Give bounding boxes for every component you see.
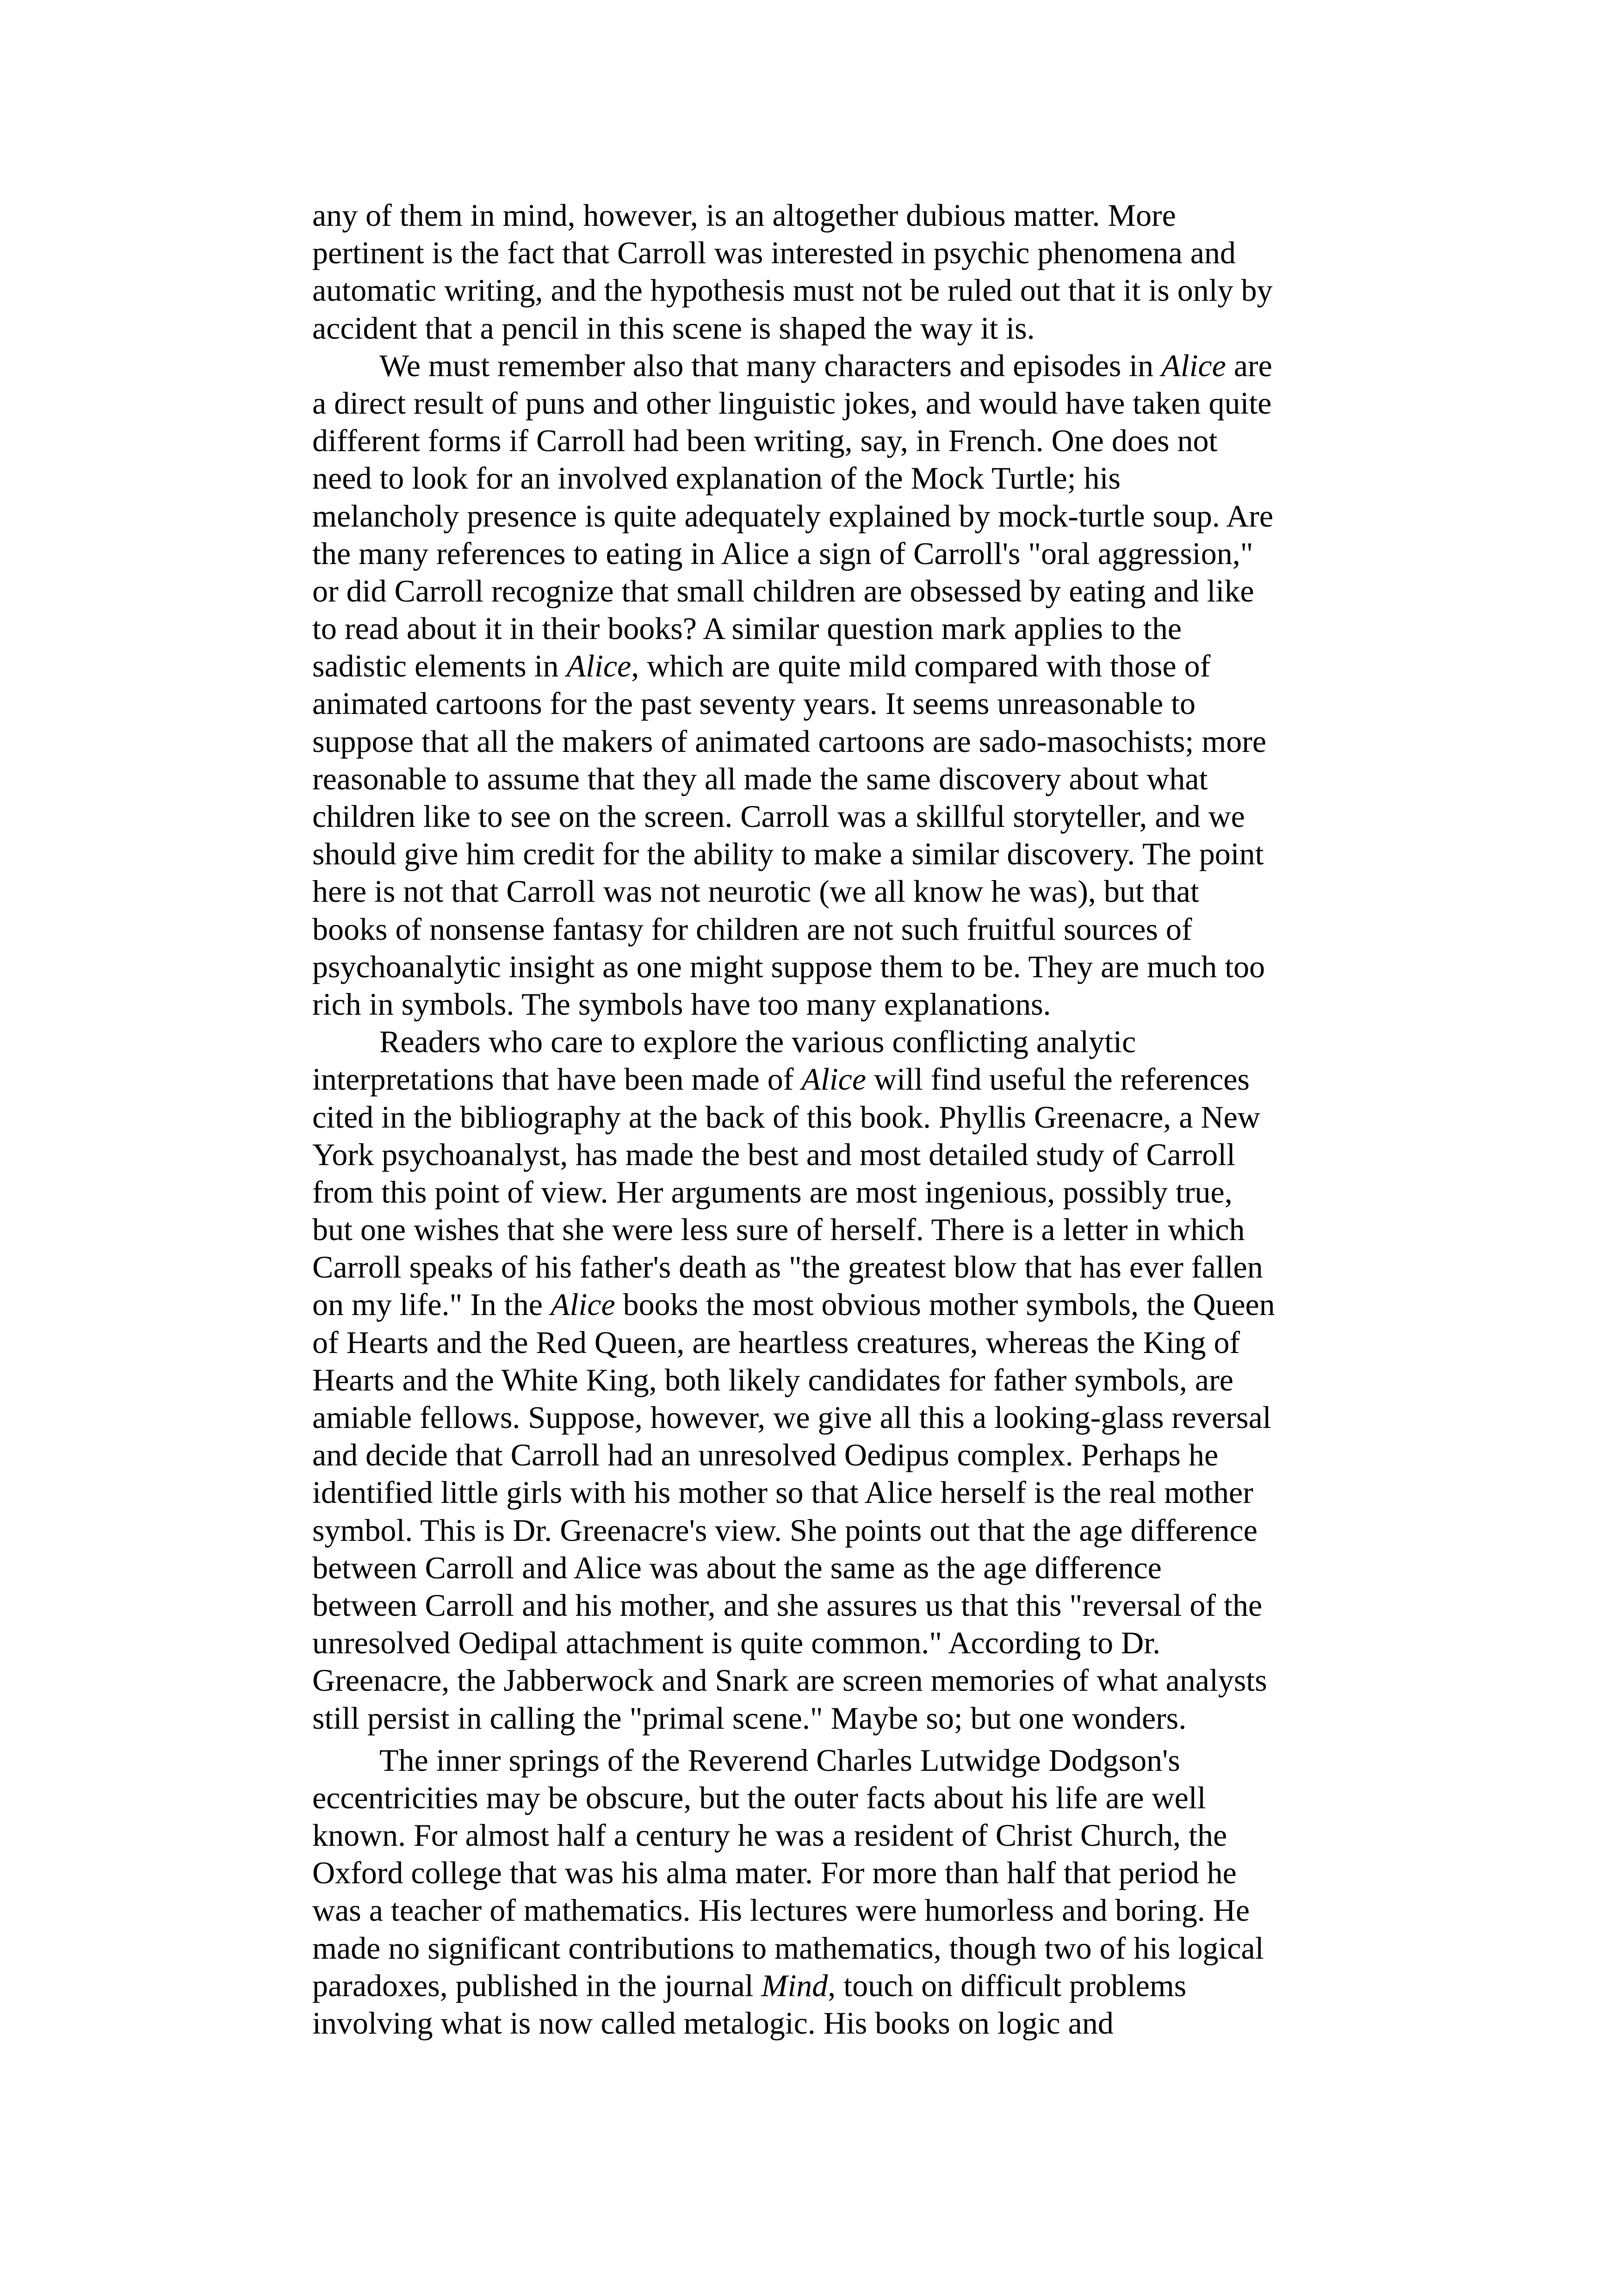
text-line bbox=[312, 1854, 1337, 1892]
text-run: any of them in mind, however, is an altogether dubious matter. More bbox=[312, 198, 1176, 233]
text-line bbox=[312, 1892, 1337, 1929]
text-run: York psychoanalyst, has made the best and most detailed study of Carroll bbox=[312, 1136, 1235, 1172]
text-line bbox=[312, 1061, 1337, 1098]
text-run: on my life." In the bbox=[312, 1287, 551, 1322]
text-run: made no significant contributions to mathematics, though two of his logical bbox=[312, 1930, 1264, 1966]
italic-title: Alice bbox=[566, 648, 632, 684]
text-line bbox=[312, 685, 1337, 722]
text-run: melancholy presence is quite adequately explained by mock-turtle soup. Are bbox=[312, 498, 1274, 534]
text-line bbox=[312, 459, 1337, 497]
text-line bbox=[312, 1662, 1337, 1699]
text-line bbox=[312, 1173, 1337, 1211]
text-run: was a teacher of mathematics. His lectures were humorless and boring. He bbox=[312, 1893, 1250, 1928]
text-line bbox=[312, 1136, 1337, 1173]
text-line bbox=[312, 422, 1337, 459]
body-text bbox=[312, 197, 1337, 2042]
text-run: animated cartoons for the past seventy years. It seems unreasonable to bbox=[312, 686, 1196, 721]
text-line bbox=[312, 873, 1337, 910]
text-line bbox=[312, 1512, 1337, 1549]
text-run: paradoxes, published in the journal bbox=[312, 1967, 762, 2003]
text-run: from this point of view. Her arguments are most ingenious, possibly true, bbox=[312, 1174, 1233, 1210]
text-run: automatic writing, and the hypothesis must not be ruled out that it is only by bbox=[312, 273, 1273, 308]
text-run: Carroll speaks of his father's death as "the greatest blow that has ever fallen bbox=[312, 1249, 1263, 1285]
text-line bbox=[312, 1587, 1337, 1624]
text-run: sadistic elements in bbox=[312, 648, 567, 684]
text-line bbox=[312, 1700, 1337, 1737]
text-line bbox=[312, 1248, 1337, 1286]
text-run: Oxford college that was his alma mater. For more than half that period he bbox=[312, 1855, 1237, 1891]
text-run: different forms if Carroll had been writing, say, in French. One does not bbox=[312, 423, 1218, 459]
italic-title: Alice bbox=[1161, 348, 1226, 383]
text-line bbox=[312, 1286, 1337, 1323]
text-run: known. For almost half a century he was a resident of Christ Church, the bbox=[312, 1818, 1227, 1853]
text-run: symbol. This is Dr. Greenacre's view. She points out that the age difference bbox=[312, 1512, 1258, 1548]
text-run: children like to see on the screen. Carroll was a skillful storyteller, and we bbox=[312, 799, 1245, 834]
text-run: reasonable to assume that they all made the same discovery about what bbox=[312, 761, 1208, 796]
text-line bbox=[312, 1967, 1337, 2004]
text-run: accident that a pencil in this scene is shaped the way it is. bbox=[312, 310, 1035, 346]
text-line bbox=[312, 197, 1337, 234]
text-run: but one wishes that she were less sure of herself. There is a letter in which bbox=[312, 1212, 1245, 1247]
text-run: should give him credit for the ability to make a similar discovery. The point bbox=[312, 836, 1264, 872]
text-run: to read about it in their books? A similar question mark applies to the bbox=[312, 611, 1182, 646]
text-run: between Carroll and his mother, and she assures us that this "reversal of the bbox=[312, 1587, 1263, 1623]
italic-title: Alice bbox=[801, 1061, 867, 1097]
text-line bbox=[312, 1023, 1337, 1061]
text-line bbox=[312, 234, 1337, 272]
text-run: need to look for an involved explanation of the Mock Turtle; his bbox=[312, 460, 1121, 496]
text-run: cited in the bibliography at the back of this book. Phyllis Greenacre, a New bbox=[312, 1099, 1260, 1135]
text-line bbox=[312, 948, 1337, 986]
text-run: still persist in calling the "primal scene." Maybe so; but one wonders. bbox=[312, 1700, 1187, 1736]
text-run: suppose that all the makers of animated cartoons are sado-masochists; more bbox=[312, 723, 1267, 759]
text-run: rich in symbols. The symbols have too many explanations. bbox=[312, 986, 1051, 1022]
paragraph bbox=[312, 1742, 1337, 2042]
text-run: unresolved Oedipal attachment is quite common." According to Dr. bbox=[312, 1625, 1161, 1661]
text-run: amiable fellows. Suppose, however, we give all this a looking-glass reversal bbox=[312, 1400, 1271, 1435]
text-run: involving what is now called metalogic. His books on logic and bbox=[312, 2005, 1114, 2041]
text-line bbox=[312, 572, 1337, 610]
text-line bbox=[312, 835, 1337, 873]
text-line bbox=[312, 310, 1337, 347]
text-run: identified little girls with his mother so that Alice herself is the real mother bbox=[312, 1475, 1253, 1510]
text-line bbox=[312, 1324, 1337, 1361]
text-line bbox=[312, 798, 1337, 835]
text-line bbox=[312, 610, 1337, 647]
paragraph bbox=[312, 197, 1337, 347]
text-run: here is not that Carroll was not neurotic (we all know he was), but that bbox=[312, 874, 1199, 909]
text-line bbox=[312, 1549, 1337, 1587]
paragraph bbox=[312, 347, 1337, 1023]
text-line bbox=[312, 1474, 1337, 1511]
text-line bbox=[312, 385, 1337, 422]
text-run: a direct result of puns and other linguistic jokes, and would have taken quite bbox=[312, 385, 1272, 421]
text-run: or did Carroll recognize that small children are obsessed by eating and like bbox=[312, 573, 1254, 608]
text-run: The inner springs of the Reverend Charles Lutwidge Dodgson's bbox=[379, 1742, 1180, 1778]
text-line bbox=[312, 1930, 1337, 1967]
text-line bbox=[312, 1361, 1337, 1399]
text-run: psychoanalytic insight as one might suppose them to be. They are much too bbox=[312, 949, 1265, 984]
text-line bbox=[312, 1211, 1337, 1248]
text-run: of Hearts and the Red Queen, are heartless creatures, whereas the King of bbox=[312, 1324, 1240, 1360]
text-line bbox=[312, 1399, 1337, 1436]
text-run: the many references to eating in Alice a sign of Carroll's "oral aggression," bbox=[312, 535, 1253, 571]
text-line bbox=[312, 347, 1337, 385]
text-line bbox=[312, 535, 1337, 572]
text-line bbox=[312, 1742, 1337, 1779]
text-run: Readers who care to explore the various conflicting analytic bbox=[379, 1024, 1136, 1060]
paragraph bbox=[312, 1023, 1337, 1737]
text-line bbox=[312, 1624, 1337, 1662]
text-line bbox=[312, 760, 1337, 798]
text-run: eccentricities may be obscure, but the outer facts about his life are well bbox=[312, 1780, 1206, 1815]
text-line bbox=[312, 911, 1337, 948]
text-line bbox=[312, 986, 1337, 1023]
text-run: , which are quite mild compared with those of bbox=[631, 648, 1211, 684]
text-run: , touch on difficult problems bbox=[828, 1967, 1187, 2003]
text-run: We must remember also that many characters and episodes in bbox=[379, 348, 1162, 383]
text-line bbox=[312, 1817, 1337, 1854]
text-line bbox=[312, 647, 1337, 685]
italic-title: Alice bbox=[550, 1287, 615, 1322]
text-run: are bbox=[1226, 348, 1272, 383]
text-run: Greenacre, the Jabberwock and Snark are screen memories of what analysts bbox=[312, 1663, 1267, 1698]
text-run: interpretations that have been made of bbox=[312, 1061, 802, 1097]
italic-title: Mind bbox=[761, 1967, 828, 2003]
text-line bbox=[312, 497, 1337, 535]
text-line bbox=[312, 1098, 1337, 1136]
text-line bbox=[312, 1436, 1337, 1474]
text-run: books the most obvious mother symbols, the Queen bbox=[615, 1287, 1275, 1322]
text-line bbox=[312, 1779, 1337, 1817]
text-line bbox=[312, 272, 1337, 309]
text-run: pertinent is the fact that Carroll was interested in psychic phenomena and bbox=[312, 235, 1236, 271]
text-run: will find useful the references bbox=[866, 1061, 1250, 1097]
text-line bbox=[312, 723, 1337, 760]
text-run: between Carroll and Alice was about the same as the age difference bbox=[312, 1550, 1162, 1585]
text-run: and decide that Carroll had an unresolved Oedipus complex. Perhaps he bbox=[312, 1437, 1219, 1473]
text-run: Hearts and the White King, both likely candidates for father symbols, are bbox=[312, 1362, 1233, 1397]
text-run: books of nonsense fantasy for children are not such fruitful sources of bbox=[312, 911, 1192, 947]
text-line bbox=[312, 2004, 1337, 2042]
